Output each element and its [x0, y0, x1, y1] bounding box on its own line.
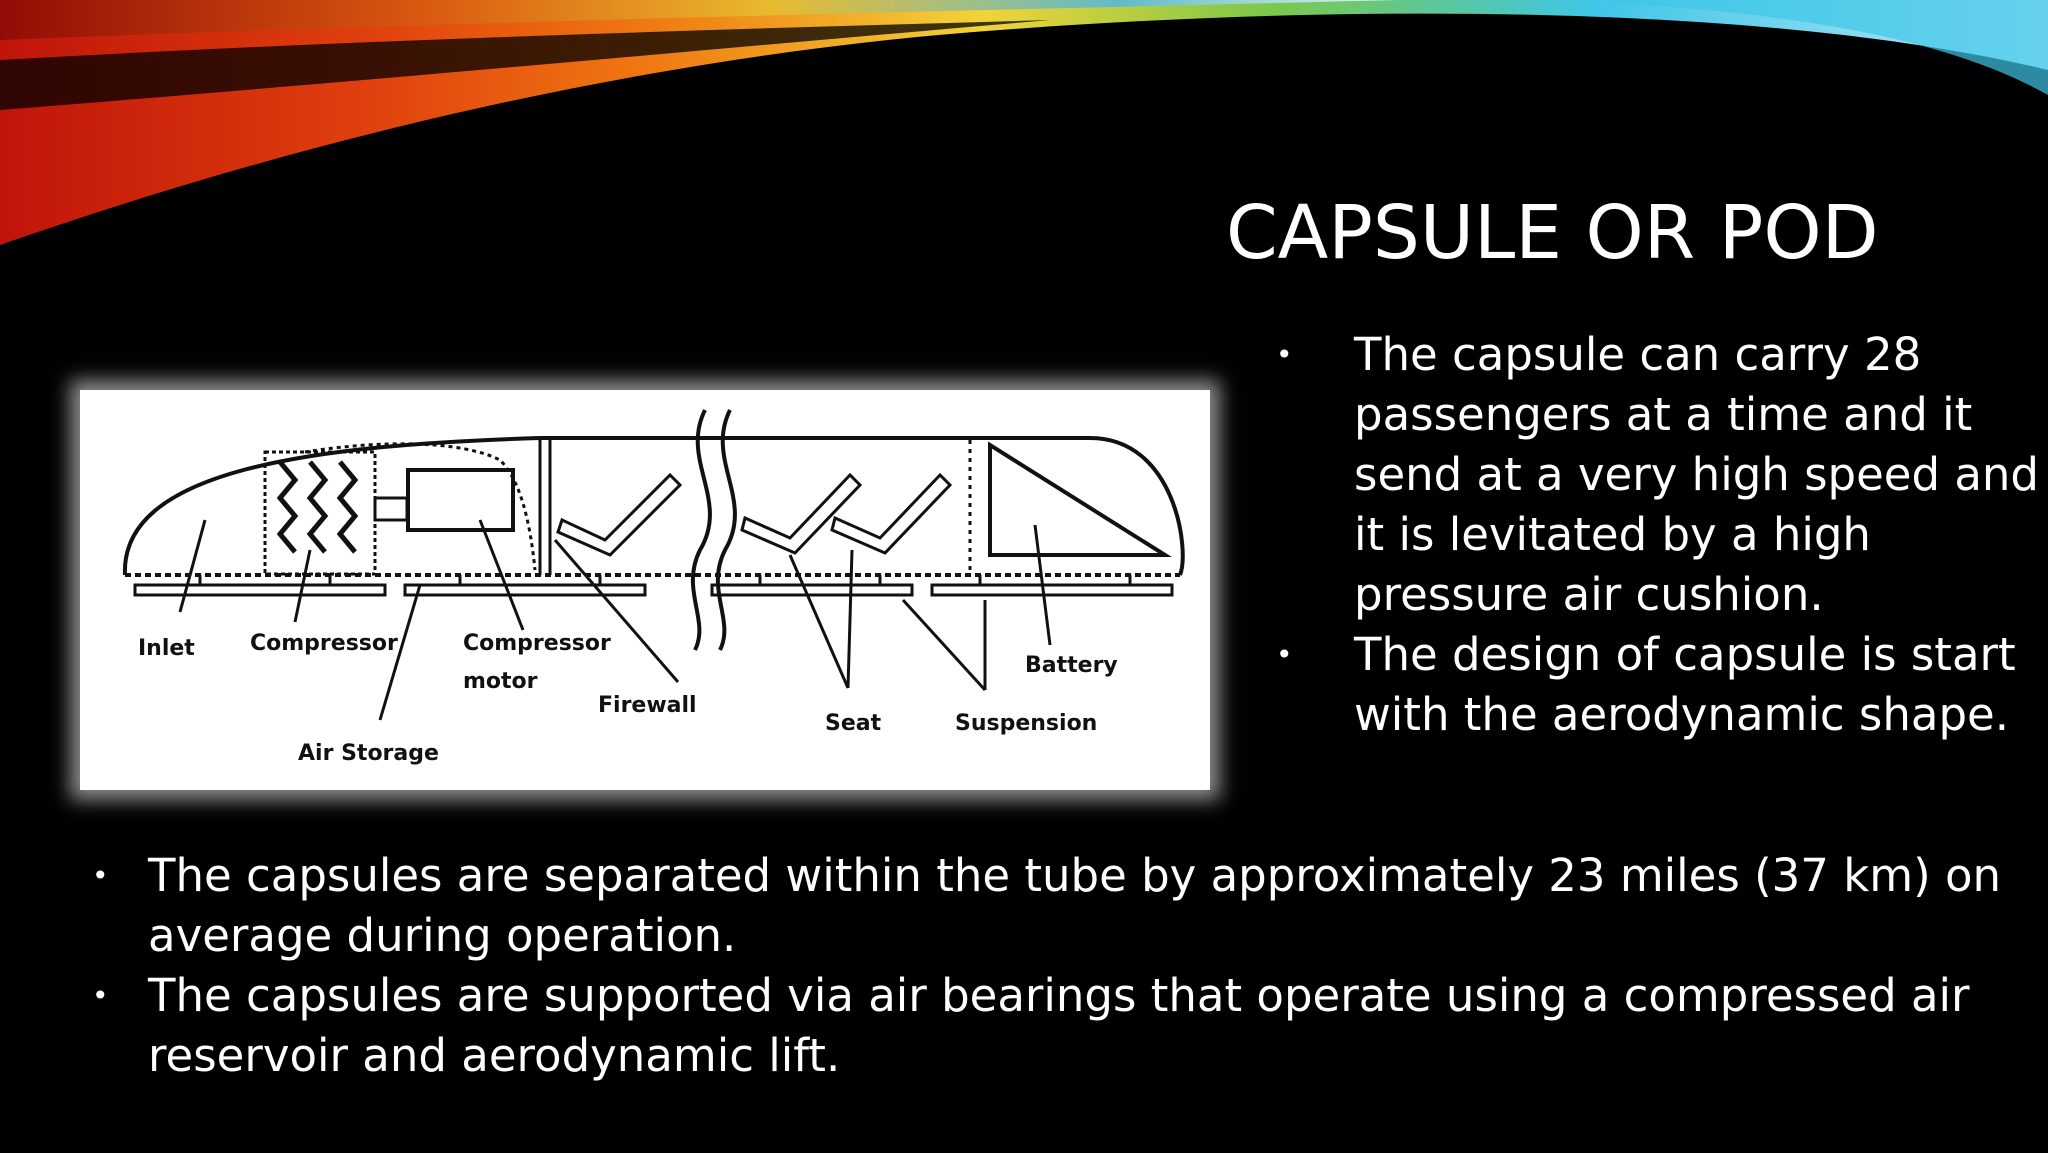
bottom-bullet-text: The capsules are supported via air bearings that operate using a compressed air reservoir and aerodynamic lift. — [148, 969, 1970, 1082]
bottom-bullet-list — [90, 846, 2040, 1086]
right-bullet-item — [1274, 625, 2044, 745]
seat-shape — [558, 475, 680, 555]
leader-line-suspension-1 — [903, 600, 985, 690]
label-battery: Battery — [1025, 653, 1118, 678]
suspension-ski — [405, 585, 645, 595]
label-compressor: Compressor — [250, 631, 398, 656]
label-inlet: Inlet — [138, 636, 195, 661]
suspension-ski — [712, 585, 912, 595]
right-bullet-list — [1274, 325, 2044, 745]
label-compressor-motor-line2: motor — [463, 669, 538, 694]
compressor-shaft — [375, 498, 407, 520]
capsule-diagram — [80, 390, 1210, 790]
label-compressor-motor-line1: Compressor — [463, 631, 611, 656]
right-bullet-item — [1274, 325, 2044, 625]
label-air-storage: Air Storage — [298, 741, 439, 766]
leader-line-firewall — [555, 540, 678, 682]
tube-break-mark — [718, 410, 735, 650]
compressor-motor-box — [408, 470, 513, 530]
leader-line-seat-2 — [848, 550, 852, 688]
bullet-dot-icon: • — [92, 979, 109, 1012]
bottom-bullet-text: The capsules are separated within the tube by approximately 23 miles (37 km) on average during operation. — [148, 849, 2002, 962]
compressor-blades — [280, 462, 355, 552]
seat-shape — [832, 475, 950, 553]
slide-title: CAPSULE OR POD — [1226, 190, 1879, 276]
label-firewall: Firewall — [598, 693, 697, 718]
right-bullet-text: The capsule can carry 28 passengers at a time and it send at a very high speed and it is levitated by a high pressure air cushion. — [1354, 328, 2039, 621]
leader-line-inlet — [180, 520, 205, 612]
bottom-bullet-item — [90, 966, 2040, 1086]
battery-triangle — [990, 445, 1165, 555]
tube-break-mark — [693, 410, 710, 650]
right-bullet-text: The design of capsule is start with the aerodynamic shape. — [1354, 628, 2016, 741]
bullet-dot-icon: • — [1276, 338, 1293, 371]
bullet-dot-icon: • — [1276, 638, 1293, 671]
capsule-diagram-svg — [80, 390, 1210, 790]
bottom-bullet-item — [90, 846, 2040, 966]
bullet-dot-icon: • — [92, 859, 109, 892]
seat-shape — [742, 475, 860, 553]
label-seat: Seat — [825, 711, 882, 736]
suspension-ski — [932, 585, 1172, 595]
suspension-ski — [135, 585, 385, 595]
label-suspension: Suspension — [955, 711, 1098, 736]
